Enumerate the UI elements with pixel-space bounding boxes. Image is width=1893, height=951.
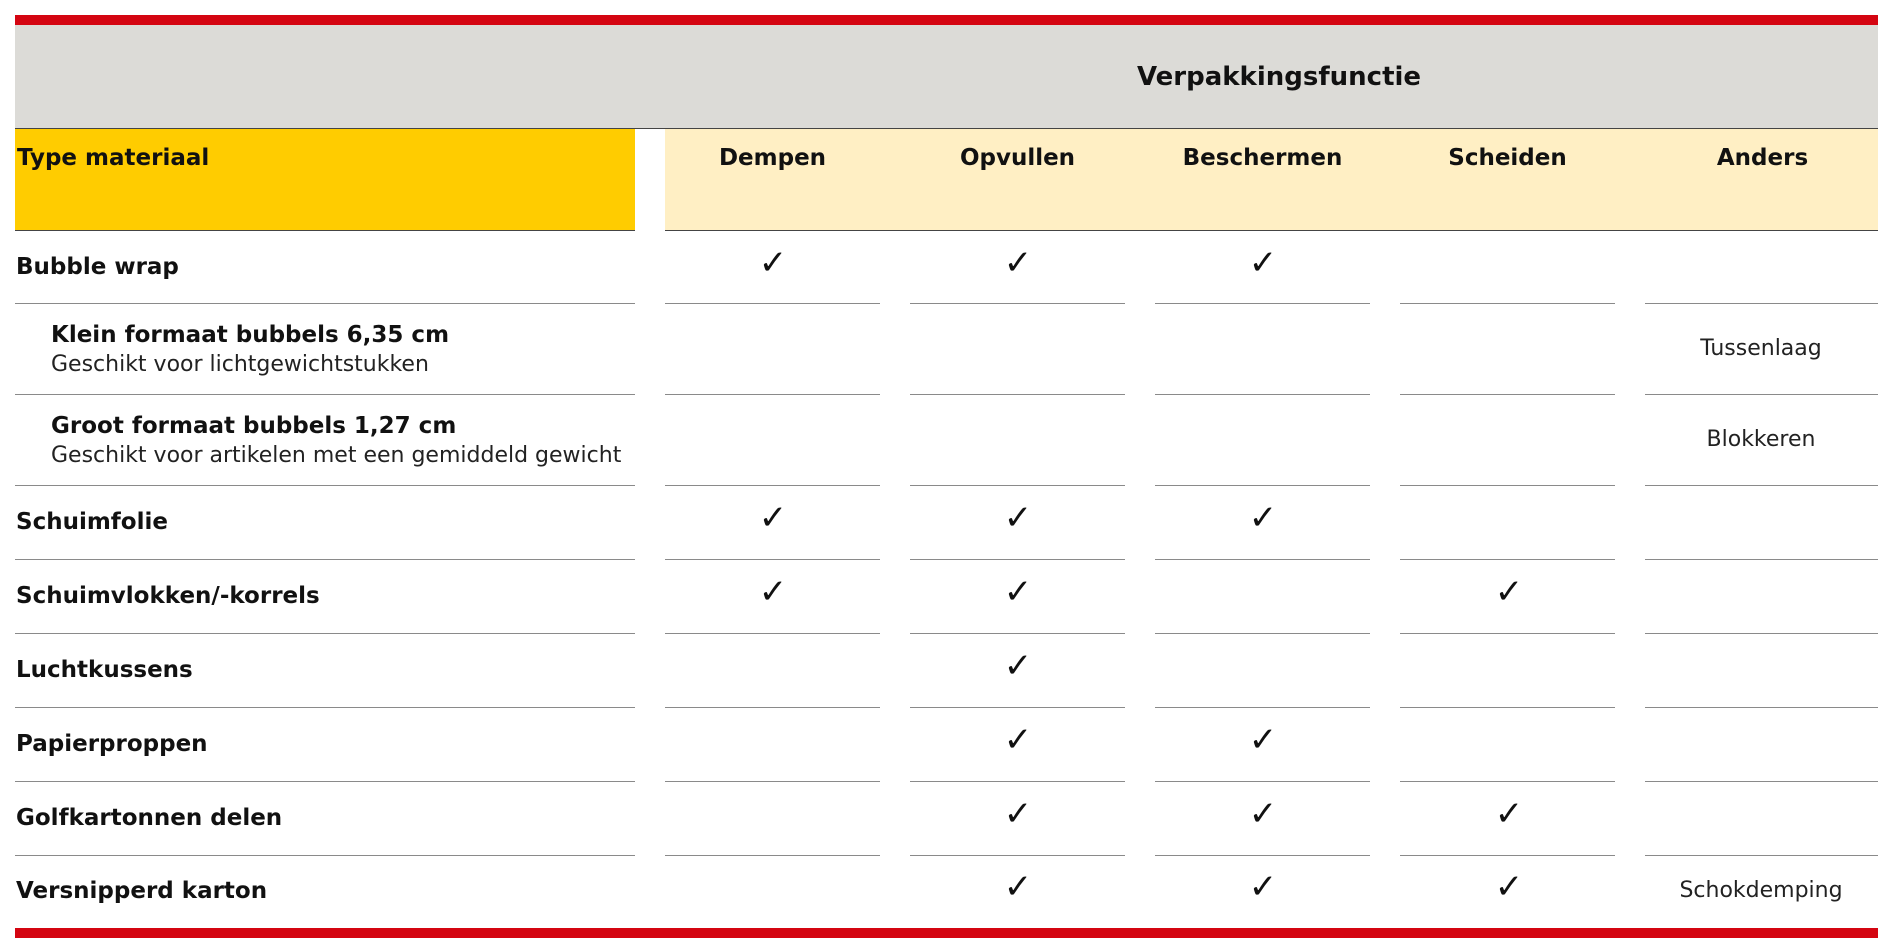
material-label: Papierproppen	[16, 731, 208, 757]
checkmark-icon: ✓	[1248, 243, 1278, 283]
column-header-anders: Anders	[1716, 145, 1809, 171]
checkmark-icon: ✓	[758, 243, 788, 283]
checkmark-icon: ✓	[1003, 243, 1033, 283]
other-function-text: Schokdemping	[1679, 878, 1843, 903]
material-label: Schuimvlokken/-korrels	[16, 583, 320, 609]
material-type-header	[15, 129, 635, 231]
table-row	[0, 486, 1893, 560]
checkmark-icon: ✓	[1003, 867, 1033, 907]
checkmark-icon: ✓	[1248, 498, 1278, 538]
checkmark-icon: ✓	[1003, 572, 1033, 612]
column-header-band	[665, 129, 1878, 231]
material-type-header-label: Type materiaal	[17, 145, 210, 171]
material-description: Geschikt voor artikelen met een gemiddeld gewicht	[51, 443, 622, 468]
column-header-dempen: Dempen	[718, 145, 827, 171]
table-row	[0, 395, 1893, 486]
material-label: Klein formaat bubbels 6,35 cm	[51, 322, 450, 348]
checkmark-icon: ✓	[1494, 572, 1524, 612]
checkmark-icon: ✓	[1248, 720, 1278, 760]
column-header-opvullen: Opvullen	[959, 145, 1076, 171]
table-row	[0, 856, 1893, 928]
column-header-scheiden: Scheiden	[1448, 145, 1567, 171]
checkmark-icon: ✓	[1248, 794, 1278, 834]
column-header-beschermen: Beschermen	[1182, 145, 1343, 171]
checkmark-icon: ✓	[1494, 867, 1524, 907]
checkmark-icon: ✓	[1248, 867, 1278, 907]
bottom-red-rule	[15, 928, 1878, 938]
checkmark-icon: ✓	[1003, 498, 1033, 538]
checkmark-icon: ✓	[758, 572, 788, 612]
other-function-text: Tussenlaag	[1700, 335, 1822, 361]
material-label: Golfkartonnen delen	[16, 805, 283, 831]
material-description: Geschikt voor lichtgewichtstukken	[51, 352, 429, 377]
checkmark-icon: ✓	[1003, 720, 1033, 760]
checkmark-icon: ✓	[758, 498, 788, 538]
super-header-title: Verpakkingsfunctie	[1136, 61, 1422, 92]
top-red-rule	[15, 15, 1878, 25]
checkmark-icon: ✓	[1494, 794, 1524, 834]
table-row	[0, 782, 1893, 856]
checkmark-icon: ✓	[1003, 794, 1033, 834]
table-row	[0, 304, 1893, 395]
material-label: Bubble wrap	[16, 254, 179, 280]
other-function-text: Blokkeren	[1706, 426, 1816, 452]
table-row	[0, 634, 1893, 708]
function-super-header	[15, 25, 1878, 129]
material-label: Schuimfolie	[16, 509, 168, 535]
material-label: Groot formaat bubbels 1,27 cm	[51, 413, 457, 439]
checkmark-icon: ✓	[1003, 646, 1033, 686]
material-label: Luchtkussens	[16, 657, 193, 683]
table-row	[0, 560, 1893, 634]
material-label: Versnipperd karton	[16, 878, 268, 904]
table-row	[0, 232, 1893, 304]
table-row	[0, 708, 1893, 782]
